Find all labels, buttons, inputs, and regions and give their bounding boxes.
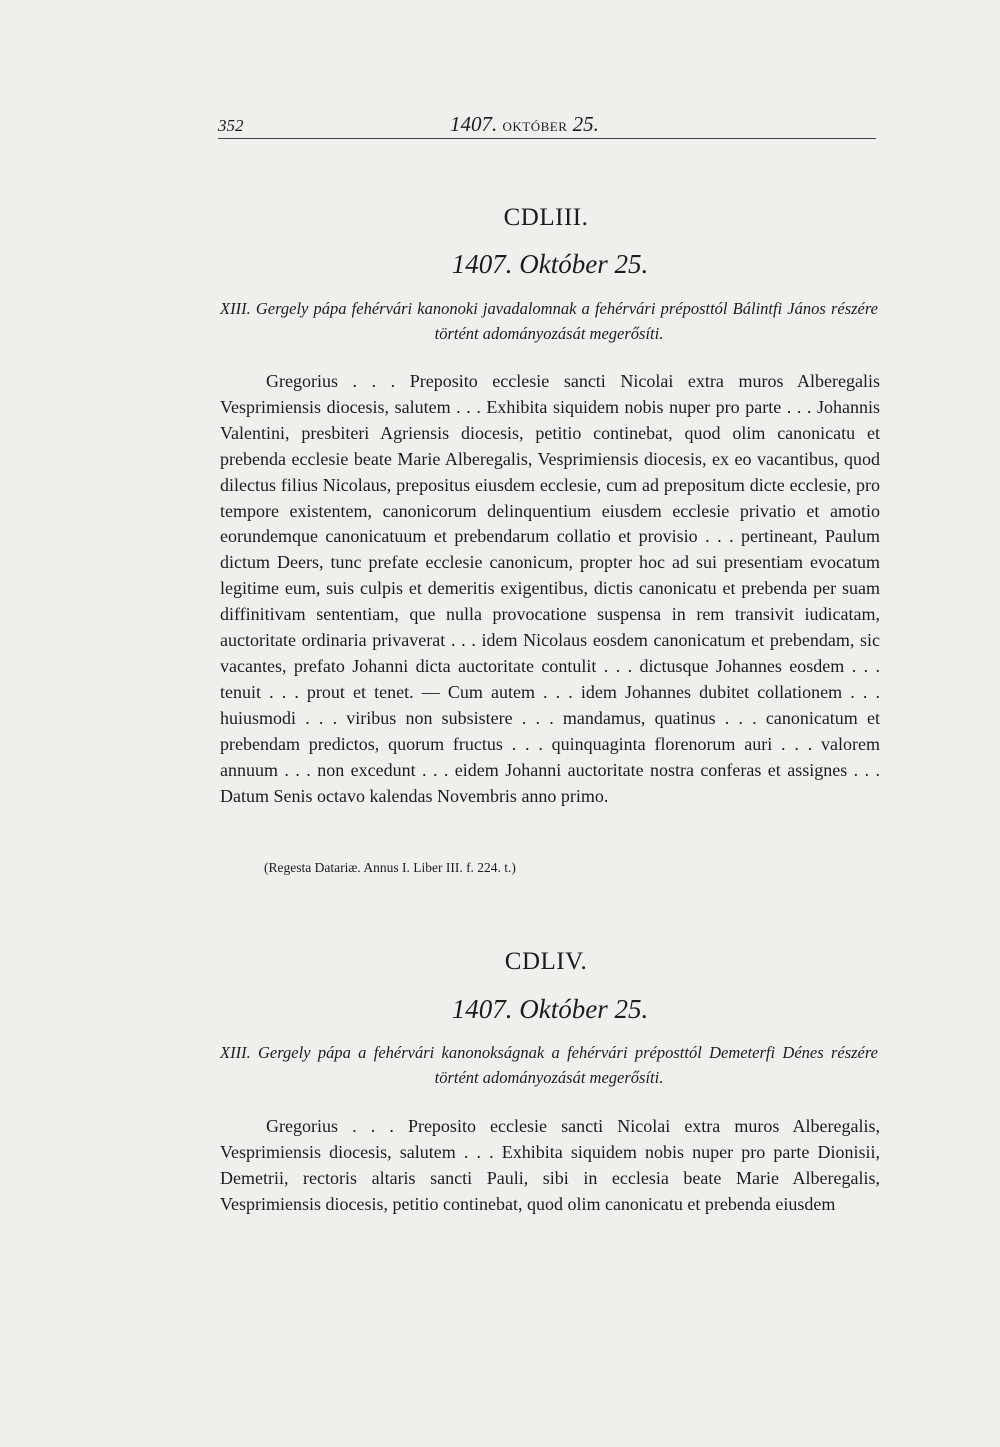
header-day: 25. bbox=[572, 112, 599, 136]
document-date: 1407. Október 25. bbox=[451, 994, 649, 1024]
document-summary: XIII. Gergely pápa fehérvári kanonoki javadalomnak a fehérvári préposttól Bálintfi János részére történt adományozását megerősíti. bbox=[220, 299, 878, 343]
document-text bbox=[220, 369, 880, 809]
page-number: 352 bbox=[218, 116, 244, 135]
header-month: OKTÓBER bbox=[502, 119, 568, 134]
header-year: 1407. bbox=[450, 112, 498, 136]
document-paragraph: Gregorius . . . Preposito ecclesie sancti Nicolai extra muros Alberegalis Vesprimiensis diocesis, salutem . . . Exhibita siquidem nobis nuper pro parte . . . Johannis Valentini, presbiteri Agriensis diocesis, petitio continebat, quod olim canonicatu et prebenda ecclesie beate Marie Alberegalis, Vesprimiensis diocesis, ex eo vacantibus, quod dilectus filius Nicolaus, prepositus eiusdem ecclesie, cum ad prepositum dicte ecclesie, pro tempore existentem, canonicorum delinquentium eiusdem ecclesie privatio et amotio eorundemque canonicatuum et prebendarum collatio et provisio . . . pertineant, Paulum dictum Deers, tunc prefate ecclesie canonicum, propter hoc ad sui presentiam evocatum legitime eum, suis culpis et demeritis exigentibus, dictis canonicatu et prebenda per suam diffinitivam sententiam, que nulla provocatione suspensa in rem transivit iudicatam, auctoritate ordinaria privaverat . . . idem Nicolaus eosdem canonicatum et prebendam, sic vacantes, prefato Johanni dicta auctoritate contulit . . . dictusque Johannes eosdem . . . tenuit . . . prout et tenet. — Cum autem . . . idem Johannes dubitet collationem . . . huiusmodi . . . viribus non subsistere . . . mandamus, quatinus . . . canonicatum et prebendam predictos, quorum fructus . . . quinquaginta florenorum auri . . . valorem annuum . . . non excedunt . . . eidem Johanni auctoritate nostra conferas et assignes . . . Datum Senis octavo kalendas Novembris anno primo. bbox=[220, 371, 880, 806]
document-numeral: CDLIV. bbox=[504, 948, 588, 975]
document-source: (Regesta Datariæ. Annus I. Liber III. f. 224. t.) bbox=[264, 860, 516, 875]
running-header bbox=[218, 112, 876, 139]
document-numeral: CDLIII. bbox=[503, 204, 589, 231]
running-head-date bbox=[450, 112, 599, 137]
document-paragraph: Gregorius . . . Preposito ecclesie sancti Nicolai extra muros Alberegalis, Vesprimiensis diocesis, salutem . . . Exhibita siquidem nobis nuper pro parte Dionisii, Demetrii, rectoris altaris sancti Pauli, sibi in ecclesia beate Marie Alberegalis, Vesprimiensis diocesis, petitio continebat, quod olim canonicatu et prebenda eiusdem bbox=[220, 1116, 880, 1214]
document-text bbox=[220, 1114, 880, 1218]
document-summary: XIII. Gergely pápa a fehérvári kanonokságnak a fehérvári préposttól Demeterfi Dénes részére történt adományozását megerősíti. bbox=[220, 1043, 878, 1087]
document-date: 1407. Október 25. bbox=[451, 249, 649, 279]
